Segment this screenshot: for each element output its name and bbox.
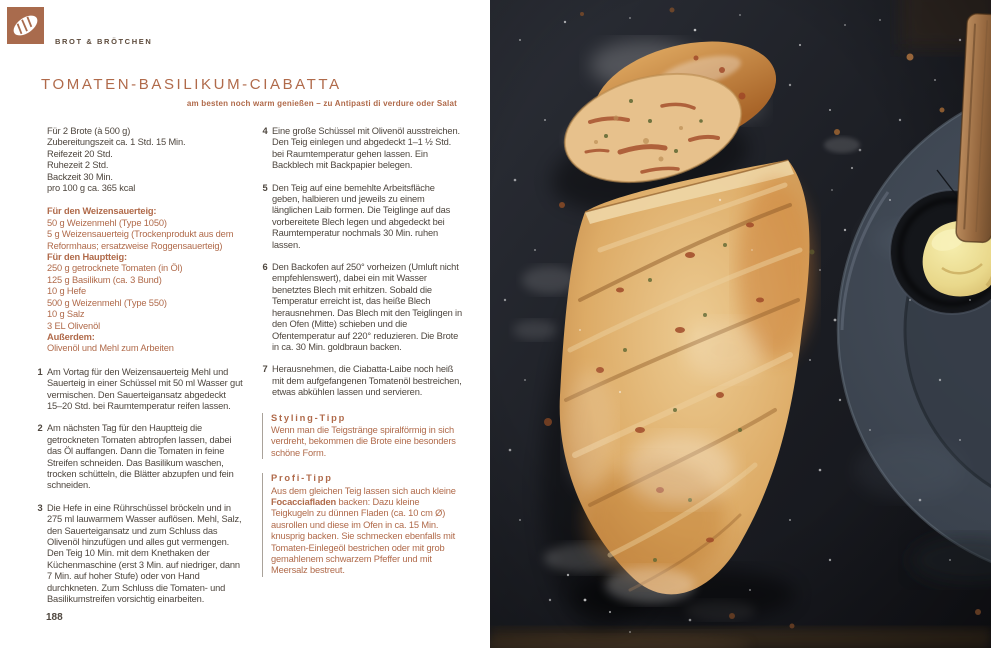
recipe-step — [37, 366, 243, 413]
tip-text: backen: Dazu kleine Teigkugeln zu dünnen Fladen (ca. 10 cm Ø) ausrollen und diese im Ofen in ca. 15 Min. knusprig backen. Sie schmecken ebenfalls mit Tomaten-Einlegeöl bestrichen oder mit grob gemahlenem schwarzem Pfeffer und mit Meersalz bestreut. — [271, 496, 456, 576]
ingredient-group-heading: Für den Hauptteig: — [47, 252, 127, 263]
recipe-page — [0, 0, 490, 648]
tip-body: Wenn man die Teigstränge spiralförmig in sich verdreht, bekommen die Brote eine besonders schöne Form. — [271, 424, 456, 458]
step-number: 5 — [262, 182, 268, 193]
ingredient-line: 3 EL Olivenöl — [47, 320, 101, 331]
ingredient-line: 250 g getrocknete Tomaten (in Öl) — [47, 263, 183, 274]
tip-body — [271, 486, 464, 577]
step-text: Die Hefe in eine Rührschüssel bröckeln und in 275 ml lauwarmem Wasser auflösen. Mehl, Salz, den Sauerteigansatz und zum Schluss das Olivenöl hinzufügen und alles gut vermengen. Den Teig 10 Min. mit dem Knethaken der Küchenmaschine (erst 3 Min. auf niedriger, dann 7 Min. auf hoher Stufe) oder von Hand durchkneten. Zum Schluss die Tomaten- und Basilikumstreifen vorsichtig einarbeiten. — [47, 502, 242, 605]
step-number: 3 — [37, 502, 43, 513]
step-text: Eine große Schüssel mit Olivenöl ausstreichen. Den Teig einlegen und abgedeckt 1–1 ½ Std. bei Raumtemperatur gehen lassen. Ein Backblech mit Backpapier belegen. — [272, 126, 460, 171]
ingredient-line: 10 g Hefe — [47, 286, 86, 297]
recipe-step — [262, 182, 464, 251]
meta-line: Für 2 Brote (à 500 g) — [47, 126, 131, 136]
profi-tip — [262, 473, 464, 577]
ingredients-list — [47, 206, 243, 354]
step-number: 1 — [37, 366, 43, 377]
page-number: 188 — [46, 612, 63, 623]
recipe-subtitle: am besten noch warm genießen – zu Antipasti di verdure oder Salat — [186, 99, 457, 108]
chapter-badge — [7, 7, 44, 44]
meta-line: pro 100 g ca. 365 kcal — [47, 183, 136, 194]
chapter-label: BROT & BRÖTCHEN — [55, 37, 153, 46]
recipe-meta — [47, 126, 243, 194]
meta-line: Backzeit 30 Min. — [47, 171, 113, 182]
ingredient-line: Olivenöl und Mehl zum Arbeiten — [47, 343, 174, 354]
recipe-step — [262, 364, 464, 398]
tip-title: Profi-Tipp — [271, 473, 333, 484]
meta-line: Zubereitungszeit ca. 1 Std. 15 Min. — [47, 137, 186, 148]
step-number: 7 — [262, 364, 268, 375]
meta-line: Reifezeit 20 Std. — [47, 148, 113, 159]
step-number: 2 — [37, 423, 43, 434]
ingredient-line: 10 g Salz — [47, 309, 85, 320]
recipe-step — [37, 502, 243, 606]
text-column-left — [37, 126, 243, 616]
tip-title: Styling-Tipp — [271, 412, 347, 423]
step-text: Am Vortag für den Weizensauerteig Mehl und Sauerteig in einer Schüssel mit 50 ml Wasser gut vermischen. Den Sauerteigansatz abgedeckt 15–20 Std. bei Raumtemperatur reifen lassen. — [47, 366, 243, 411]
step-text: Herausnehmen, die Ciabatta-Laibe noch heiß mit dem aufgefangenen Tomatenöl bestreichen, etwas abkühlen lassen und servieren. — [272, 364, 462, 398]
ingredient-group-heading: Für den Weizensauerteig: — [47, 206, 157, 217]
recipe-title: TOMATEN-BASILIKUM-CIABATTA — [41, 76, 342, 93]
step-text: Am nächsten Tag für den Hauptteig die getrockneten Tomaten abtropfen lassen, dabei das Öl auffangen. Dann die Tomaten in feine Streifen schneiden. Das Basilikum waschen, trocken schütteln, die Blätter abzupfen und fein schneiden. — [47, 423, 234, 491]
styling-tip — [262, 413, 464, 460]
step-number: 4 — [262, 126, 268, 136]
step-text: Den Teig auf eine bemehlte Arbeitsfläche geben, halbieren und jeweils zu einem länglichen Laib formen. Die Teiglinge auf das vorbereitete Blech legen und abgedeckt bei Raumtemperatur nochmals 30 Min. ruhen lassen. — [272, 182, 451, 250]
recipe-step — [37, 423, 243, 491]
step-text: Den Backofen auf 250° vorheizen (Umluft nicht empfehlenswert), dabei ein mit Wasser benetztes Blech mit erhitzen. Sobald die Temperatur erreicht ist, das heiße Blech herausnehmen. Das Blech mit den Teiglingen in den Ofen (Mitte) schieben und die Ofentemperatur auf 220° reduzieren. Die Brote in ca. 30 Min. goldbraun backen. — [272, 262, 462, 352]
ingredient-line: 125 g Basilikum (ca. 3 Bund) — [47, 274, 162, 285]
recipe-step — [262, 126, 464, 172]
step-number: 6 — [262, 262, 268, 273]
ingredient-line: 500 g Weizenmehl (Type 550) — [47, 297, 167, 308]
bread-icon — [7, 7, 44, 44]
ingredient-line: 5 g Weizensauerteig (Trockenprodukt aus dem Reformhaus; ersatzweise Roggensauerteig) — [47, 229, 234, 251]
recipe-step — [262, 262, 464, 353]
ingredient-line: 50 g Weizenmehl (Type 1050) — [47, 217, 167, 228]
text-column-right — [262, 126, 464, 577]
ingredient-group-heading: Außerdem: — [47, 331, 95, 342]
meta-line: Ruhezeit 2 Std. — [47, 160, 109, 171]
tip-text: Aus dem gleichen Teig lassen sich auch kleine — [271, 485, 456, 496]
recipe-photo — [490, 0, 991, 648]
tip-bold-text: Focacciafladen — [271, 496, 337, 507]
